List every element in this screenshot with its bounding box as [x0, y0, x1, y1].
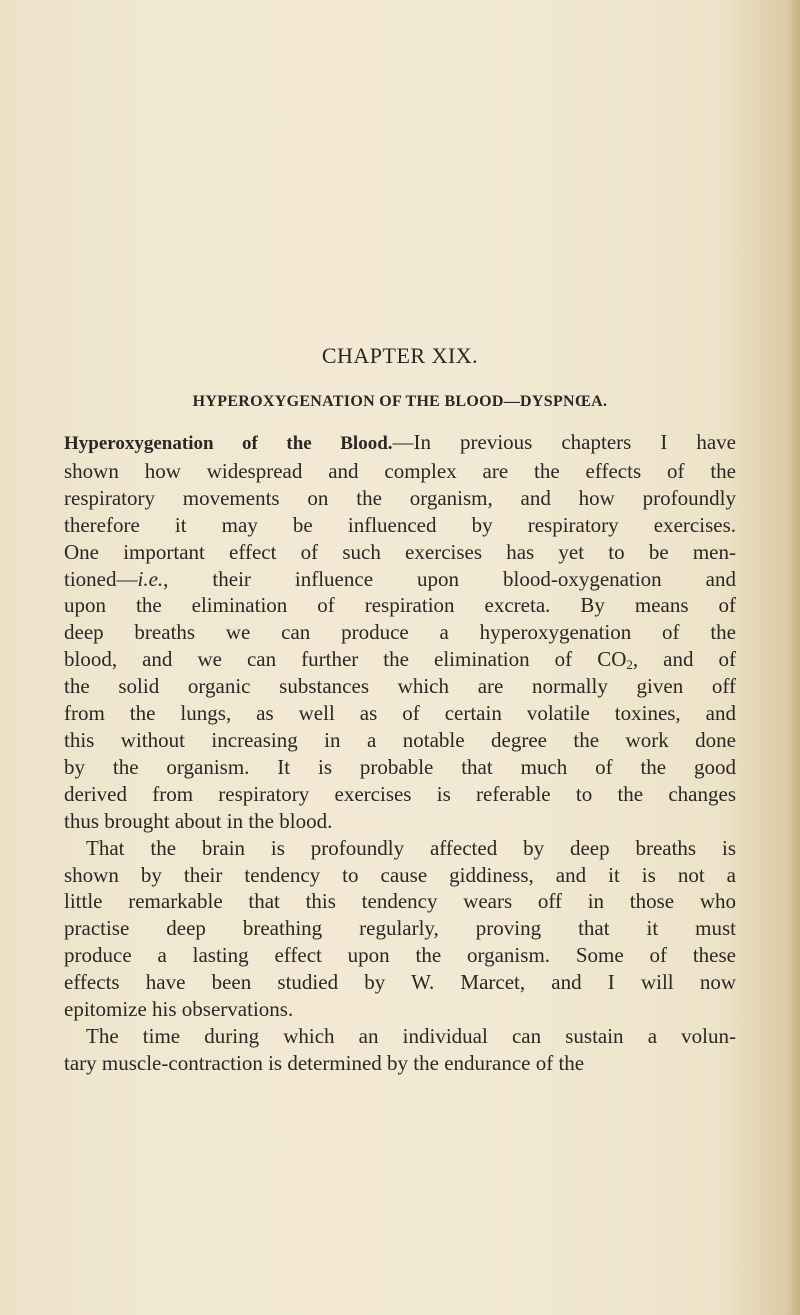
text-line: Hyperoxygenation of the Blood.—In previous chapters I have — [64, 430, 736, 454]
paragraph-1 — [64, 429, 736, 835]
text-line: effects have been studied by W. Marcet, and I will now — [64, 970, 736, 995]
text-line: the solid organic substances which are normally given off — [64, 674, 736, 699]
text-line: from the lungs, as well as of certain volatile toxines, and — [64, 701, 736, 726]
text-line: therefore it may be influenced by respiratory exercises. — [64, 512, 736, 537]
text-line: tary muscle-contraction is determined by the endurance of the — [64, 1050, 585, 1075]
paragraph-3 — [64, 1023, 736, 1077]
page-edge-shadow — [786, 0, 800, 1315]
text-line: thus brought about in the blood. — [64, 808, 333, 833]
text-line: practise deep breathing regularly, proving that it must — [64, 916, 736, 941]
run-in-heading: Hyperoxygenation of the Blood. — [64, 433, 393, 454]
text-line: deep breaths we can produce a hyperoxygenation of the — [64, 620, 736, 645]
chapter-heading: CHAPTER XIX. — [321, 343, 479, 368]
section-title: HYPEROXYGENATION OF THE BLOOD—DYSPNŒA. — [192, 393, 608, 410]
text-line: epitomize his observations. — [64, 997, 294, 1022]
body-text — [64, 429, 736, 1077]
text-line: respiratory movements on the organism, and how profoundly — [64, 485, 736, 510]
subscript: 2 — [626, 657, 633, 673]
text-line: The time during which an individual can sustain a volun- — [86, 1023, 736, 1048]
italic-abbrev: i.e. — [137, 566, 164, 591]
text-line: shown how widespread and complex are the effects of the — [64, 458, 736, 483]
text-line: blood, and we can further the elimination of $CO_2$, and of — [64, 647, 736, 673]
text-line: shown by their tendency to cause giddiness, and it is not a — [64, 862, 736, 887]
text-line: little remarkable that this tendency wears off in those who — [64, 889, 736, 914]
text-line: this without increasing in a notable degree the work done — [64, 727, 736, 752]
text-line: produce a lasting effect upon the organism. Some of these — [64, 943, 736, 968]
text-line: tioned—i.e., their influence upon blood-oxygenation and — [64, 566, 736, 591]
text-line: upon the elimination of respiration excreta. By means of — [64, 593, 736, 618]
text-line: by the organism. It is probable that much of the good — [64, 754, 736, 779]
text-line: derived from respiratory exercises is referable to the changes — [64, 781, 736, 806]
paragraph-2 — [64, 835, 736, 1023]
text-line: That the brain is profoundly affected by deep breaths is — [86, 835, 736, 860]
text-line: One important effect of such exercises has yet to be men- — [64, 539, 736, 564]
